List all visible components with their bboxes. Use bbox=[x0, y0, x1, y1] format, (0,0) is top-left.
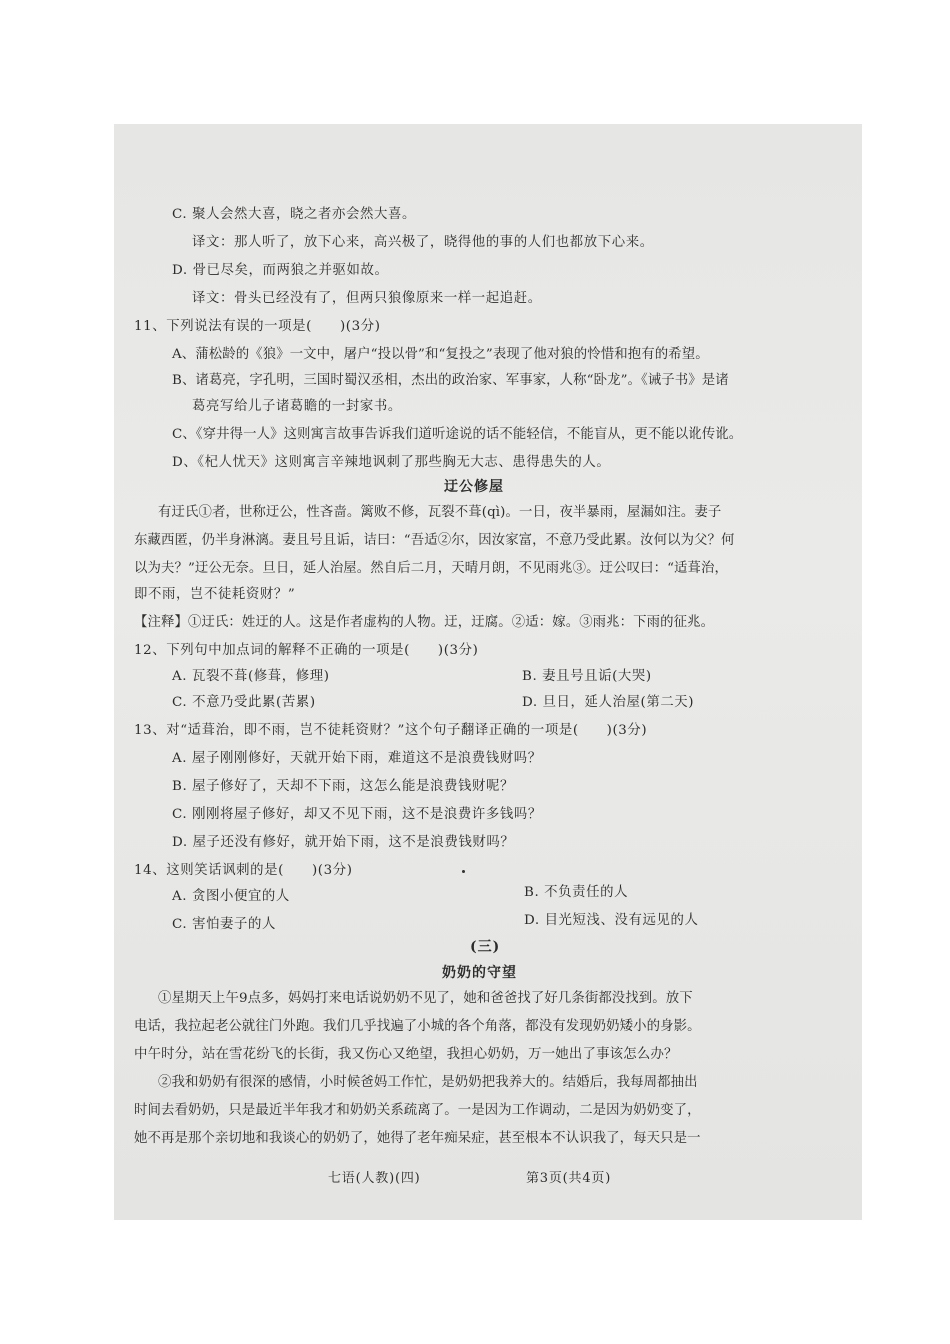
q11-option-b-cont: 葛亮写给儿子诸葛瞻的一封家书。 bbox=[192, 399, 402, 414]
translation-c: 译文：那人听了，放下心来，高兴极了，晓得他的事的人们也都放下心来。 bbox=[192, 235, 654, 250]
passage-title: 迂公修屋 bbox=[444, 479, 504, 495]
q14-option-b: B. 不负责任的人 bbox=[524, 885, 629, 900]
option-c: C. 聚人会然大喜，晓之者亦会然大喜。 bbox=[172, 207, 416, 222]
q13-option-b: B. 屋子修好了，天却不下雨，这怎么能是浪费钱财呢？ bbox=[172, 779, 514, 794]
option-d: D. 骨已尽矣，而两狼之并驱如故。 bbox=[172, 263, 389, 278]
story-line-3: 中午时分，站在雪花纷飞的长街，我又伤心又绝望，我担心奶奶，万一她出了事该怎么办？ bbox=[134, 1047, 678, 1062]
q13-option-c: C. 刚刚将屋子修好，却又不见下雨，这不是浪费许多钱吗？ bbox=[172, 807, 542, 822]
q11-option-b: B、诸葛亮，字孔明，三国时蜀汉丞相，杰出的政治家、军事家，人称“卧龙”。《诫子书》是诸 bbox=[172, 373, 729, 388]
annotation: 【注释】①迂氏：姓迂的人。这是作者虚构的人物。迂，迂腐。②适：嫁。③雨兆：下雨的征兆。 bbox=[134, 615, 715, 630]
q14-option-a: A. 贪图小便宜的人 bbox=[172, 889, 290, 904]
section-number: (三) bbox=[470, 939, 501, 955]
story-line-1: ①星期天上午9点多，妈妈打来电话说奶奶不见了，她和爸爸找了好几条街都没找到。放下 bbox=[158, 991, 693, 1006]
passage-line-1: 有迂氏①者，世称迂公，性吝啬。篱败不修，瓦裂不葺(qì)。一日，夜半暴雨，屋漏如注。妻子 bbox=[158, 505, 722, 520]
q11-option-a: A、蒲松龄的《狼》一文中，屠户“投以骨”和“复投之”表现了他对狼的怜惜和抱有的希望。 bbox=[172, 347, 709, 362]
translation-d: 译文：骨头已经没有了，但两只狼像原来一样一起追赶。 bbox=[192, 291, 542, 306]
q13-option-d: D. 屋子还没有修好，就开始下雨，这不是浪费钱财吗？ bbox=[172, 835, 515, 850]
q11-option-d: D、《杞人忧天》这则寓言辛辣地讽刺了那些胸无大志、患得患失的人。 bbox=[172, 455, 611, 470]
story-title: 奶奶的守望 bbox=[442, 965, 517, 981]
question-12: 12、下列句中加点词的解释不正确的一项是( )(3分) bbox=[134, 643, 479, 658]
question-11: 11、下列说法有误的一项是( )(3分) bbox=[134, 319, 381, 334]
story-line-6: 她不再是那个亲切地和我谈心的奶奶了，她得了老年痴呆症，甚至根本不认识我了，每天只是一 bbox=[134, 1131, 701, 1146]
q12-option-a: A. 瓦裂不葺(修葺，修理) bbox=[172, 669, 330, 684]
passage-line-4: 即不雨，岂不徒耗资财？” bbox=[134, 587, 296, 602]
q12-option-b: B. 妻且号且诟(大哭) bbox=[522, 669, 652, 684]
q12-option-c: C. 不意乃受此累(苦累) bbox=[172, 695, 316, 710]
q13-option-a: A. 屋子刚刚修好，天就开始下雨，难道这不是浪费钱财吗？ bbox=[172, 751, 542, 766]
q14-option-d: D. 目光短浅、没有远见的人 bbox=[524, 913, 699, 928]
exam-page bbox=[114, 124, 862, 1220]
q14-option-c: C. 害怕妻子的人 bbox=[172, 917, 277, 932]
q11-option-c: C、《穿井得一人》这则寓言故事告诉我们道听途说的话不能轻信，不能盲从，更不能以讹传讹。 bbox=[172, 427, 743, 442]
question-14: 14、这则笑话讽刺的是( )(3分) bbox=[134, 863, 353, 878]
footer-subject: 七语(人教)(四) bbox=[328, 1171, 421, 1186]
passage-line-2: 东藏西匿，仍半身淋漓。妻且号且诟，诘曰：“吾适②尔，因汝家富，不意乃受此累。汝何以为父？何 bbox=[134, 533, 735, 548]
passage-line-3: 以为夫？”迂公无奈。旦日，延人治屋。然自后二月，天晴月朗，不见雨兆③。迂公叹曰：“适葺治， bbox=[134, 561, 728, 576]
ink-speck bbox=[462, 870, 465, 873]
story-line-2: 电话，我拉起老公就往门外跑。我们几乎找遍了小城的各个角落，都没有发现奶奶矮小的身影。 bbox=[134, 1019, 701, 1034]
footer-page-number: 第3页(共4页) bbox=[526, 1171, 612, 1186]
question-13: 13、对“适葺治，即不雨，岂不徒耗资财？”这个句子翻译正确的一项是( )(3分) bbox=[134, 723, 648, 738]
story-line-5: 时间去看奶奶，只是最近半年我才和奶奶关系疏离了。一是因为工作调动，二是因为奶奶变了， bbox=[134, 1103, 701, 1118]
story-line-4: ②我和奶奶有很深的感情，小时候爸妈工作忙，是奶奶把我养大的。结婚后，我每周都抽出 bbox=[158, 1075, 698, 1090]
q12-option-d: D. 旦日，延人治屋(第二天) bbox=[522, 695, 695, 710]
